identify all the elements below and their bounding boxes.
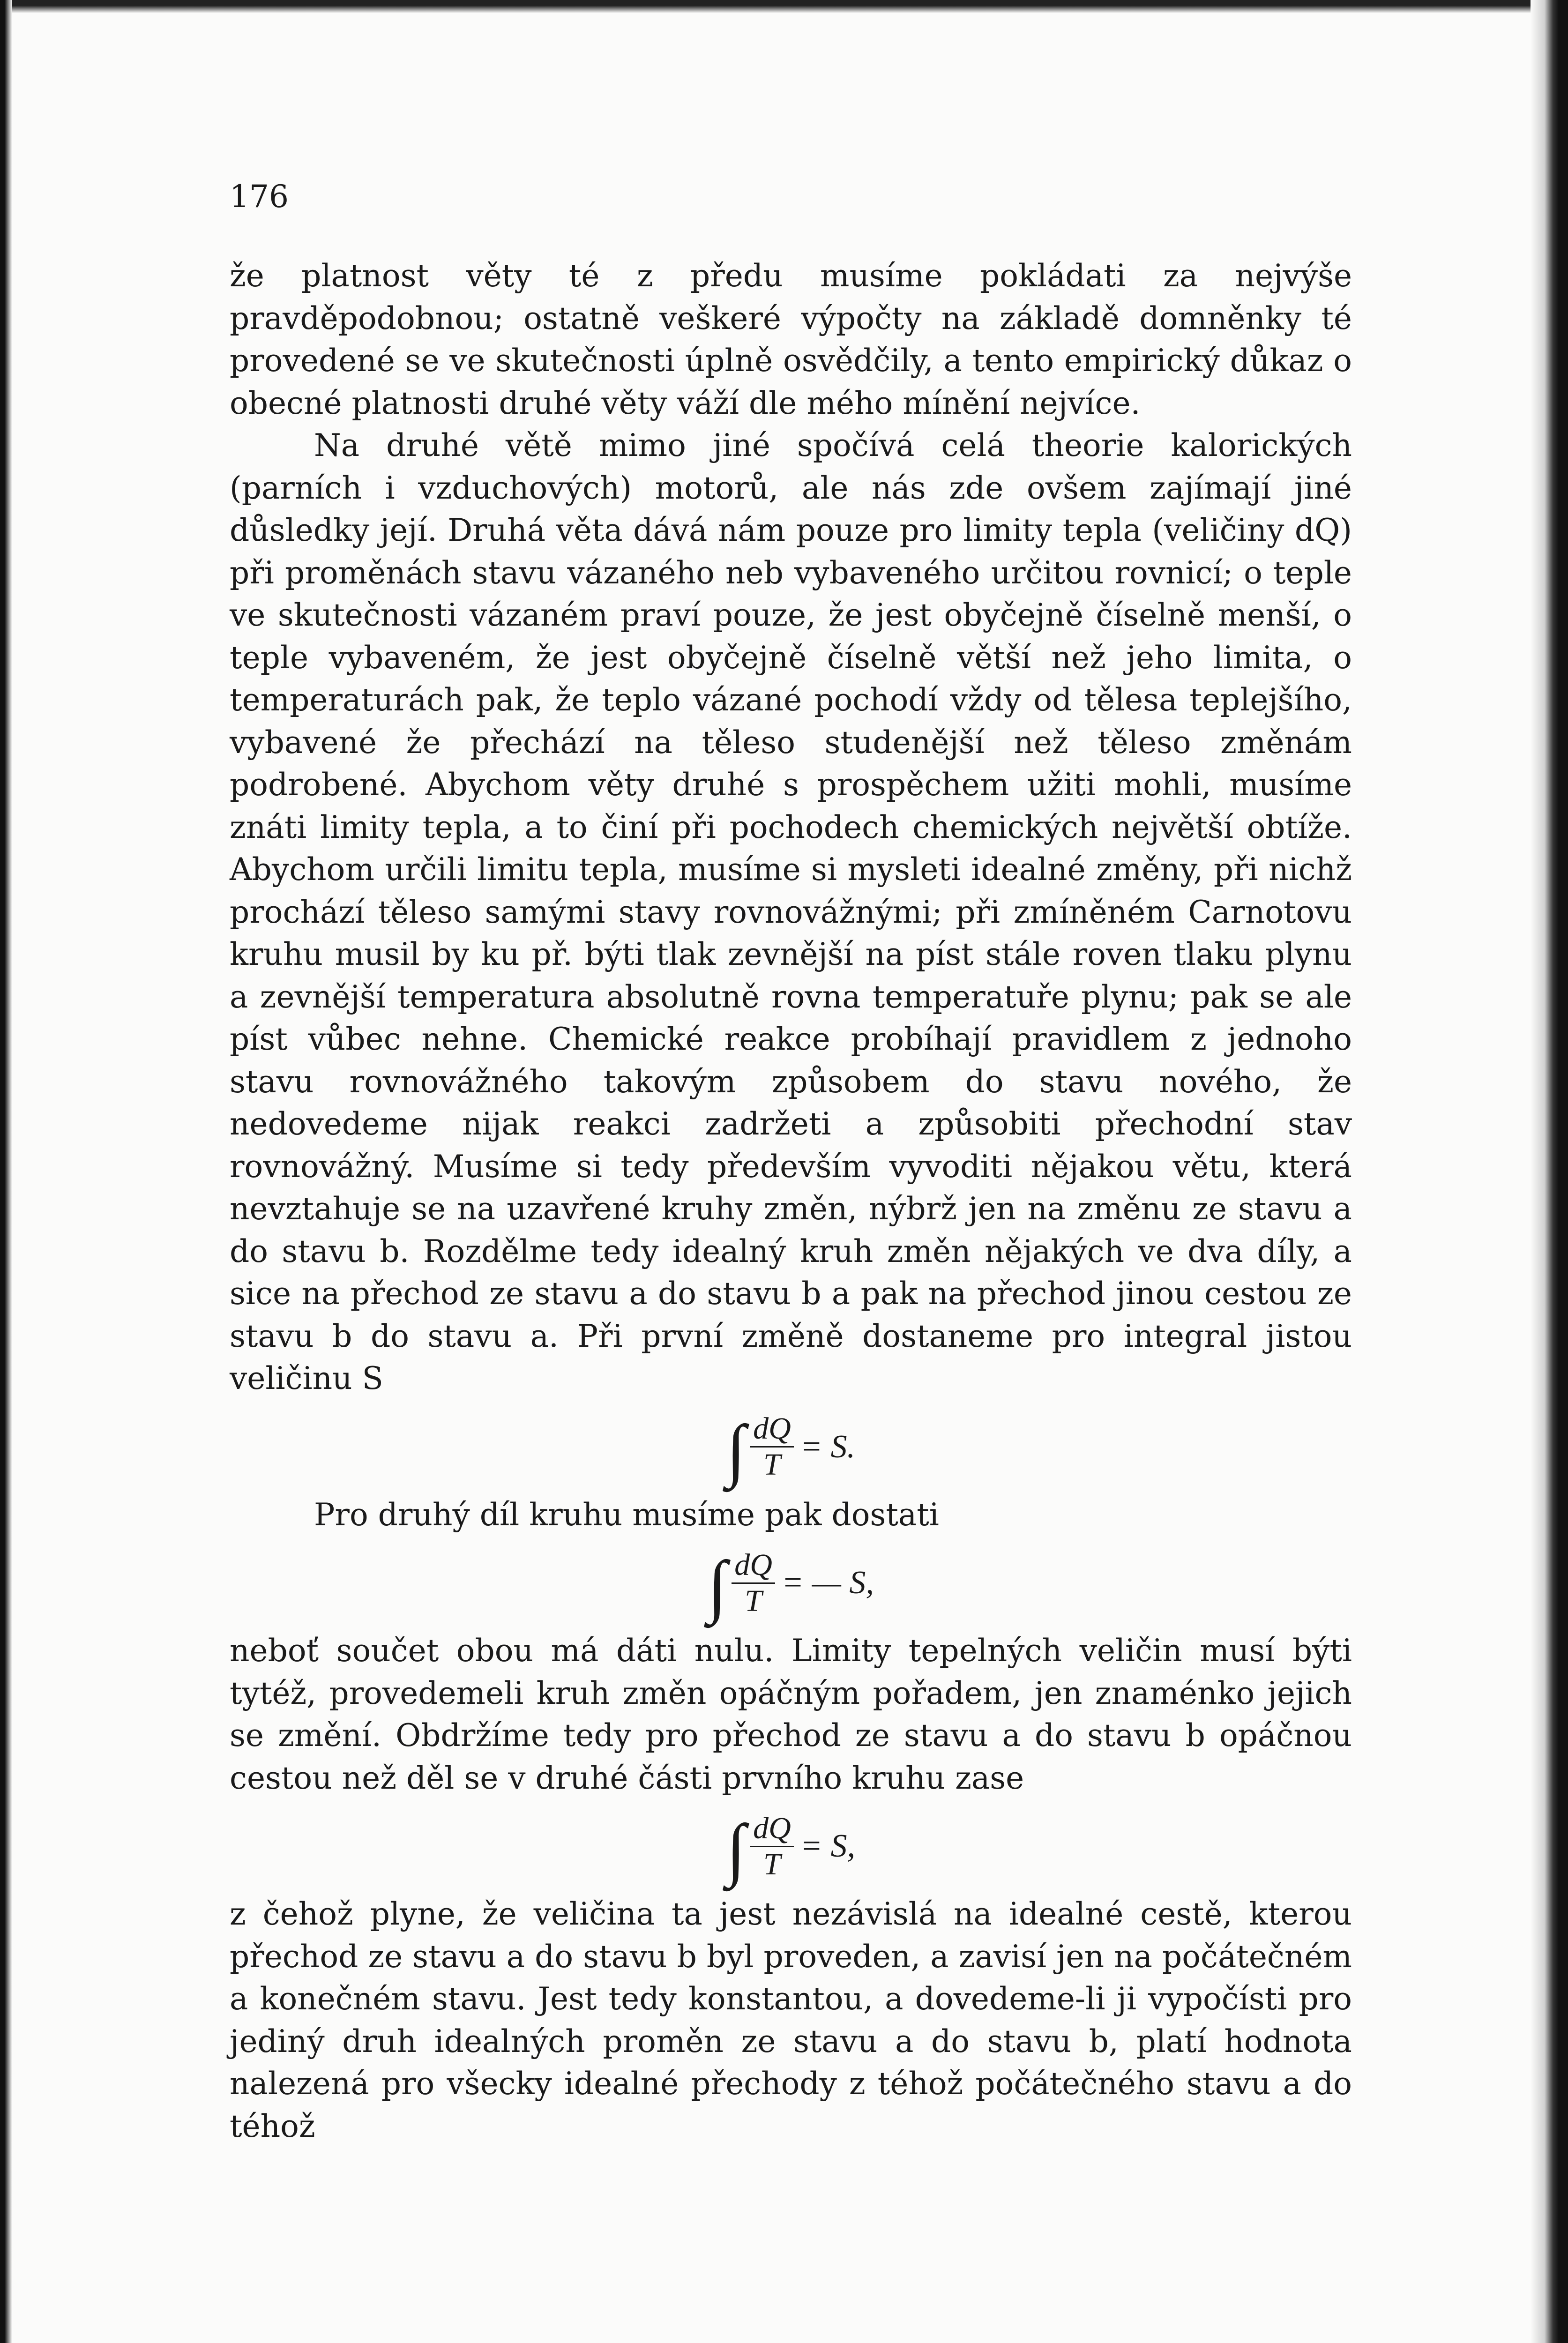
fraction-denominator: T [745, 1583, 762, 1618]
scan-edge-left [0, 0, 12, 2343]
paragraph-1: že platnost věty té z předu musíme pokládati za nejvýše pravděpodobnou; ostatně veškeré výpočty na základě domněnky té provedené se ve skutečnosti úplně osvědčily, a tento empirický důkaz o obecné platnosti druhé věty váží dle mého mínění nejvíce. [230, 258, 1352, 421]
formula-integral-minus-s [230, 1536, 1352, 1630]
page-number: 176 [230, 179, 289, 215]
fraction [750, 1811, 794, 1882]
formula-integral-s-again [230, 1799, 1352, 1893]
paragraph-5: z čehož plyne, že veličina ta jest nezávislá na idealné cestě, kterou přechod ze stavu a do stavu b byl proveden, a zavisí jen na počátečném a konečném stavu. Jest tedy konstantou, a dovedeme-li ji vypočísti pro jediný druh idealných proměn ze stavu a do stavu b, platí hodnota nalezená pro všecky idealné přechody z téhož počátečného stavu a do téhož [230, 1896, 1352, 2144]
paragraph-4: neboť součet obou má dáti nulu. Limity tepelných veličin musí býti tytéž, provedemeli kruh změn opáčným pořadem, jen znaménko jejich se změní. Obdržíme tedy pro přechod ze stavu a do stavu b opáčnou cestou než děl se v druhé části prvního kruhu zase [230, 1633, 1352, 1796]
integral-sign: ∫ [726, 1410, 746, 1489]
scan-edge-right [1531, 0, 1568, 2343]
fraction [750, 1411, 794, 1482]
fraction-numerator: dQ [750, 1411, 794, 1448]
formula-rhs: = — S, [781, 1565, 874, 1601]
paragraph-2: Na druhé větě mimo jiné spočívá celá theorie kalorických (parních i vzduchových) motorů, ale nás zde ovšem zajímají jiné důsledky její. Druhá věta dává nám pouze pro limity tepla (veličiny dQ) při proměnách stavu vázaného neb vybaveného určitou rovnicí; o teple ve skutečnosti vázaném praví pouze, že jest obyčejně číselně menší, o teple vybaveném, že jest obyčejně číselně větší než jeho limita, o temperaturách pak, že teplo vázané pochodí vždy od tělesa teplejšího, vybavené že přechází na těleso studenější než těleso změnám podrobené. Abychom věty druhé s prospěchem užiti mohli, musíme znáti limity tepla, a to činí při pochodech chemických největší obtíže. Abychom určili limitu tepla, musíme si mysleti idealné změny, při nichž prochází těleso samými stavy rovnovážnými; při zmíněném Carnotovu kruhu musil by ku př. býti tlak zevnější na píst stále roven tlaku plynu a zevnější temperatura absolutně rovna temperatuře plynu; pak se ale píst vůbec nehne. Chemické reakce probíhají pravidlem z jednoho stavu rovnovážného takovým způsobem do stavu nového, že nedovedeme nijak reakci zadržeti a způsobiti přechodní stav rovnovážný. Musíme si tedy především vyvoditi nějakou větu, která nevztahuje se na uzavřené kruhy změn, nýbrž jen na změnu ze stavu a do stavu b. Rozdělme tedy idealný kruh změn nějakých ve dva díly, a sice na přechod ze stavu a do stavu b a pak na přechod jinou cestou ze stavu b do stavu a. Při první změně dostaneme pro integral jistou veličinu S [230, 427, 1352, 1396]
paragraph-3: Pro druhý díl kruhu musíme pak dostati [314, 1496, 939, 1533]
scan-edge-top [0, 0, 1568, 13]
fraction-numerator: dQ [750, 1811, 794, 1847]
formula-rhs: = S. [800, 1428, 855, 1465]
fraction-numerator: dQ [732, 1548, 775, 1584]
integral-sign: ∫ [708, 1547, 727, 1625]
page-content [230, 178, 1352, 2148]
fraction-denominator: T [763, 1847, 781, 1881]
formula-rhs: = S, [800, 1828, 855, 1864]
integral-sign: ∫ [726, 1810, 746, 1888]
fraction [732, 1548, 775, 1619]
formula-integral-s [230, 1400, 1352, 1494]
fraction-denominator: T [763, 1448, 781, 1482]
